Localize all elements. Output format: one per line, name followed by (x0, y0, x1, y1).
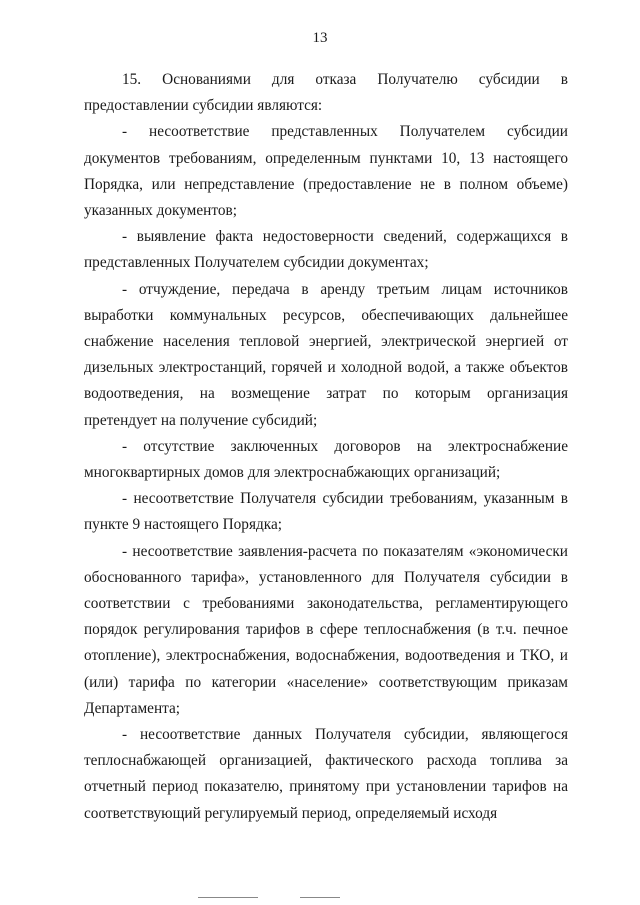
paragraph-clause-15-heading: 15. Основаниями для отказа Получателю субсидии в предоставлении субсидии являются: (84, 71, 568, 115)
paragraph-alienation: - отчуждение, передача в аренду третьим лицам источников выработки коммунальных ресурсов, обеспечивающих дальнейшее снабжение населения тепловой энергией, электрической энергией от дизельных электростанций, горячей и холодной водой, а также объектов водоотведения, на возмещение затрат по которым организация претендует на получение субсидий; (84, 280, 568, 429)
paragraph-false-info: - выявление факта недостоверности сведений, содержащихся в представленных Получателем субсидии документах; (84, 228, 568, 272)
paragraph-tariff-mismatch: - несоответствие заявления-расчета по показателям «экономически обоснованного тарифа», установленного для Получателя субсидии в соответствии с требованиями законодательства, регламентирующего порядок регулирования тарифов в сфере теплоснабжения (в т.ч. печное отопление), электроснабжения, водоснабжения, водоотведения и ТКО, и (или) тарифа по категории «население» соответствующим приказам Департамента; (84, 542, 568, 717)
page-number: 13 (312, 30, 328, 46)
paragraph-fuel-mismatch: - несоответствие данных Получателя субсидии, являющегося теплоснабжающей организацией, фактического расхода топлива за отчетный период показателю, принятому при установлении тарифов на соответствующий регулируемый период, определяемый исходя (84, 726, 568, 822)
paragraph-document-mismatch: - несоответствие представленных Получателем субсидии документов требованиям, определенным пунктами 10, 13 настоящего Порядка, или непредставление (предоставление не в полном объеме) указанных документов; (84, 123, 568, 220)
paragraph-no-contracts: - отсутствие заключенных договоров на электроснабжение многоквартирных домов для электроснабжающих организаций; (84, 437, 568, 482)
document-body (84, 67, 568, 827)
footer-divider-left (198, 897, 258, 898)
paragraph-requirements-mismatch: - несоответствие Получателя субсидии требованиям, указанным в пункте 9 настоящего Порядка; (84, 490, 568, 534)
footer-divider-right (300, 897, 340, 898)
